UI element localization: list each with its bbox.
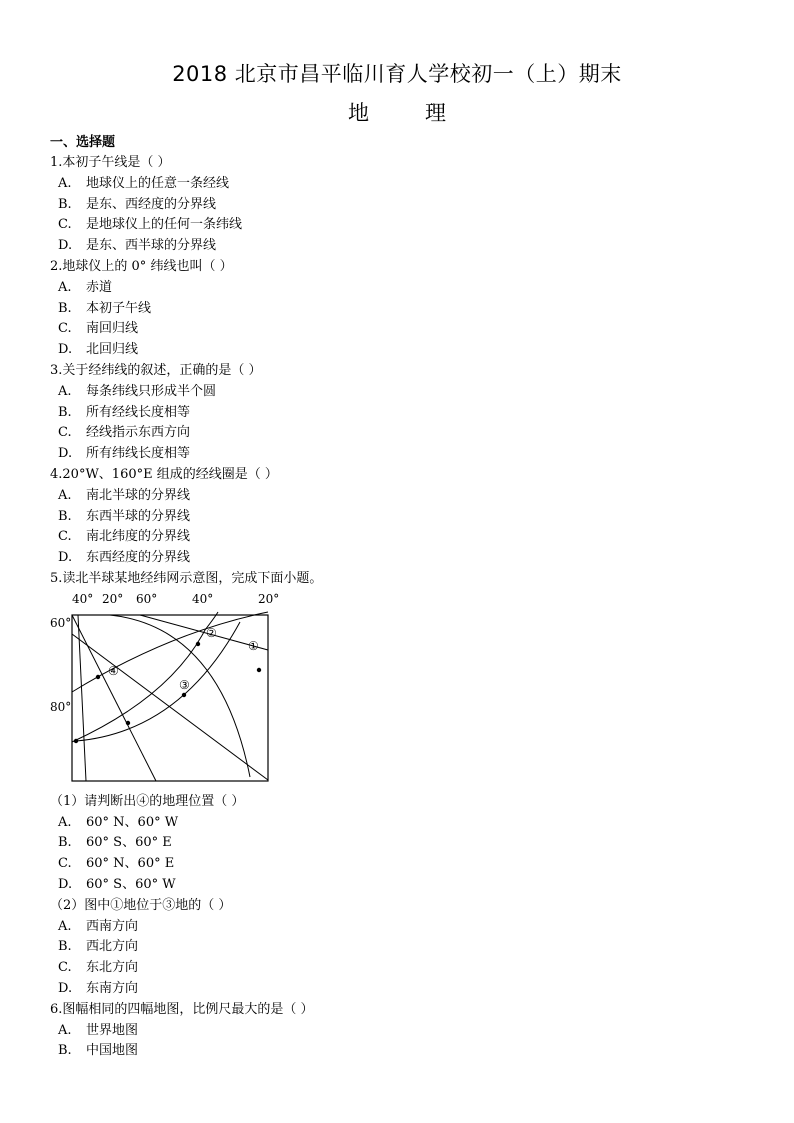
option: [50, 548, 750, 569]
option-letter: C.: [58, 960, 72, 976]
option-text: 南回归线: [86, 321, 139, 337]
option: [50, 1041, 750, 1062]
point-4-dot: [96, 675, 100, 679]
graticule-figure: [50, 592, 290, 788]
option-letter: B.: [58, 404, 72, 420]
option-letter: A.: [58, 487, 72, 503]
option-text: 东南方向: [86, 980, 139, 996]
graticule-map: [50, 592, 290, 788]
option-text: 每条纬线只形成半个圆: [86, 383, 217, 399]
point-2-dot: [196, 642, 200, 646]
option: [50, 403, 750, 424]
point-3-dot: [182, 693, 186, 697]
option-letter: A.: [58, 814, 72, 830]
point-label-2: ②: [206, 625, 217, 640]
option-text: 东西经度的分界线: [86, 550, 191, 566]
option-letter: D.: [58, 342, 73, 358]
option-letter: D.: [58, 876, 73, 892]
option-text: 本初子午线: [86, 300, 152, 316]
option: [50, 507, 750, 528]
parallel-arc-inner: [72, 612, 218, 742]
option-text: 经线指示东西方向: [86, 425, 191, 441]
subject-char-2: 理: [425, 101, 446, 125]
option: [50, 215, 750, 236]
option: [50, 236, 750, 257]
question-stem: 3.关于经纬线的叙述，正确的是（ ）: [50, 362, 262, 378]
option-text: 中国地图: [86, 1043, 139, 1059]
map-frame: [72, 615, 268, 781]
option-text: 60° N、60° W: [86, 814, 179, 830]
option-text: 60° S、60° W: [86, 876, 176, 892]
option-letter: B.: [58, 939, 72, 955]
option-text: 所有纬线长度相等: [86, 446, 191, 462]
option-letter: B.: [58, 835, 72, 851]
option-letter: D.: [58, 238, 73, 254]
question-stem: 2.地球仪上的 0° 纬线也叫（ ）: [50, 258, 233, 274]
option-text: 地球仪上的任意一条经线: [86, 175, 230, 191]
option-text: 所有经线长度相等: [86, 404, 191, 420]
exam-content: [50, 132, 750, 1062]
option: [50, 527, 750, 548]
option: [50, 854, 750, 875]
option-text: 东北方向: [86, 960, 139, 976]
option-letter: D.: [58, 446, 73, 462]
option-letter: C.: [58, 425, 72, 441]
point-1-dot: [257, 668, 261, 672]
option-letter: B.: [58, 300, 72, 316]
option: [50, 1021, 750, 1042]
sub-question-stem: （2）图中①地位于③地的（ ）: [50, 897, 232, 913]
subject-char-1: 地: [348, 101, 369, 125]
option: [50, 319, 750, 340]
option-text: 南北半球的分界线: [86, 487, 191, 503]
option-letter: B.: [58, 1043, 72, 1059]
top-label: 40°: [72, 591, 94, 606]
option-text: 东西半球的分界线: [86, 508, 191, 524]
sub-question-stem: （1）请判断出④的地理位置（ ）: [50, 793, 245, 809]
option-letter: B.: [58, 508, 72, 524]
option: [50, 958, 750, 979]
option: [50, 917, 750, 938]
option-text: 西南方向: [86, 918, 139, 934]
option-text: 是东、西经度的分界线: [86, 196, 217, 212]
option-letter: A.: [58, 175, 72, 191]
option-text: 西北方向: [86, 939, 139, 955]
page-title: 2018 北京市昌平临川育人学校初一（上）期末: [172, 62, 622, 86]
question-stem: 4.20°W、160°E 组成的经线圈是（ ）: [50, 466, 278, 482]
question-stem: 5.读北半球某地经纬网示意图，完成下面小题。: [50, 570, 323, 586]
option: [50, 423, 750, 444]
option-letter: C.: [58, 856, 72, 872]
top-label: 20°: [258, 591, 280, 606]
option: [50, 382, 750, 403]
option: [50, 174, 750, 195]
option-text: 赤道: [86, 279, 113, 295]
option-text: 60° N、60° E: [86, 856, 175, 872]
option-letter: A.: [58, 918, 72, 934]
option: [50, 979, 750, 1000]
option-letter: C.: [58, 529, 72, 545]
option-text: 北回归线: [86, 342, 139, 358]
point-label-4: ④: [108, 663, 119, 678]
top-label: 40°: [192, 591, 214, 606]
top-label: 20°: [102, 591, 124, 606]
point-label-1: ①: [248, 638, 259, 653]
option: [50, 813, 750, 834]
question-stem: 6.图幅相同的四幅地图，比例尺最大的是（ ）: [50, 1001, 314, 1017]
option-letter: D.: [58, 980, 73, 996]
option-text: 是地球仪上的任何一条纬线: [86, 217, 243, 233]
intersection-dot: [126, 721, 130, 725]
option-letter: A.: [58, 383, 72, 399]
option: [50, 299, 750, 320]
option: [50, 195, 750, 216]
section-heading: 一、选择题: [50, 135, 116, 150]
option-text: 世界地图: [86, 1022, 139, 1038]
intersection-dot: [74, 739, 78, 743]
option-text: 是东、西半球的分界线: [86, 238, 217, 254]
option-letter: D.: [58, 550, 73, 566]
option-letter: C.: [58, 217, 72, 233]
option-letter: B.: [58, 196, 72, 212]
question-stem: 1.本初子午线是（ ）: [50, 155, 171, 170]
option: [50, 278, 750, 299]
option: [50, 875, 750, 896]
option-letter: C.: [58, 321, 72, 337]
subject-title: [0, 97, 794, 127]
meridian-line: [72, 634, 268, 780]
option: [50, 937, 750, 958]
option: [50, 340, 750, 361]
option-letter: A.: [58, 1022, 72, 1038]
left-label: 80°: [50, 699, 72, 714]
option-text: 南北纬度的分界线: [86, 529, 191, 545]
point-label-3: ③: [179, 677, 190, 692]
option-text: 60° S、60° E: [86, 835, 172, 851]
top-label: 60°: [136, 591, 158, 606]
option: [50, 444, 750, 465]
option: [50, 833, 750, 854]
left-label: 60°: [50, 615, 72, 630]
option-letter: A.: [58, 279, 72, 295]
option: [50, 486, 750, 507]
